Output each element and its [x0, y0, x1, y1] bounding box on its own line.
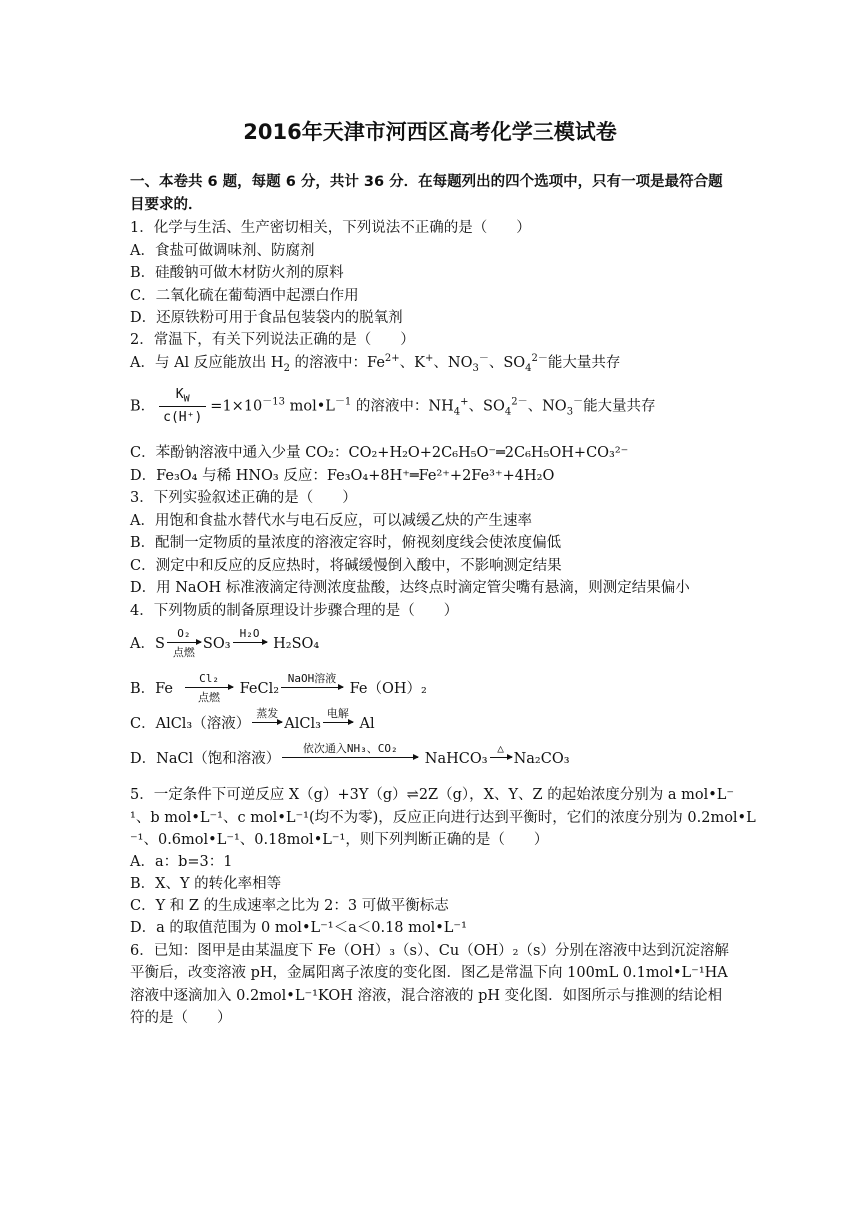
section-heading-line2: 目要求的． [130, 197, 203, 213]
reaction-arrow: Cl₂ 点燃 [185, 672, 233, 706]
q6-stem-line4: 符的是（ ） [130, 1010, 232, 1026]
q5-option-a: A．a：b=3：1 [130, 854, 233, 870]
page-title: 2016年天津市河西区高考化学三模试卷 [243, 120, 617, 144]
q2-stem: 2．常温下，有关下列说法正确的是（ ） [130, 332, 415, 348]
reaction-arrow: NaOH溶液 [281, 672, 343, 706]
q1-option-d: D．还原铁粉可用于食品包装袋内的脱氧剂 [130, 310, 403, 326]
q3-option-b: B．配制一定物质的量浓度的溶液定容时，俯视刻度线会使浓度偏低 [130, 535, 562, 551]
reaction-arrow: △ [490, 742, 512, 776]
q4-option-d: D．NaCl（饱和溶液） 依次通入NH₃、CO₂ NaHCO₃ △ Na₂CO₃ [130, 742, 570, 776]
q2-option-a: A．与 Al 反应能放出 $H_2$ 的溶液中：$Fe^{2+}$、K+、$NO_3^-$、$SO_4^{2-}$能大量共存 [130, 353, 621, 374]
q2-option-d: D．Fe₃O₄ 与稀 HNO₃ 反应：Fe₃O₄+8H⁺═Fe²⁺+2Fe³⁺+4H₂O [130, 468, 555, 484]
q2-option-b: B． $\frac{K_W}{c(H^+)}$ $=1\times 10^{-13}$ $mol•L^{-1}$ 的溶液中：$NH_4^+$、$SO_4^{2-}$、$NO_3^-$能大量共存 [130, 385, 656, 428]
q1-option-a: A．食盐可做调味剂、防腐剂 [130, 243, 315, 259]
reaction-arrow: O₂ 点燃 [167, 627, 201, 661]
q2-option-c: C．苯酚钠溶液中通入少量 CO₂：CO₂+H₂O+2C₆H₅O⁻═2C₆H₅OH+CO₃²⁻ [130, 445, 629, 461]
q5-option-b: B．X、Y 的转化率相等 [130, 876, 282, 892]
reaction-arrow: H₂O [233, 627, 267, 661]
q3-option-c: C．测定中和反应的反应热时，将碱缓慢倒入酸中，不影响测定结果 [130, 558, 562, 574]
reaction-arrow: 蒸发 [252, 707, 282, 741]
q3-option-d: D．用 NaOH 标准液滴定待测浓度盐酸，达终点时滴定管尖嘴有悬滴，则测定结果偏小 [130, 580, 690, 596]
q5-stem-line2: ¹、b mol•L⁻¹、c mol•L⁻¹(均不为零)，反应正向进行达到平衡时，它们的浓度分别为 0.2mol•L [130, 810, 756, 826]
q1-option-c: C．二氧化硫在葡萄酒中起漂白作用 [130, 288, 359, 304]
q4-option-b: B．Fe Cl₂ 点燃 FeCl₂ NaOH溶液 Fe（OH）₂ [130, 672, 427, 704]
kw-fraction: $\frac{K_W}{c(H^+)}$ [159, 385, 206, 428]
reaction-arrow: 依次通入NH₃、CO₂ [282, 742, 418, 776]
q6-stem-line2: 平衡后，改变溶液 pH，金属阳离子浓度的变化图．图乙是常温下向 100mL 0.1mol•L⁻¹HA [130, 965, 728, 981]
q5-stem-line1: 5．一定条件下可逆反应 X（g）+3Y（g）⇌2Z（g），X、Y、Z 的起始浓度分别为 a mol•L⁻ [130, 787, 735, 803]
q4-option-a: A．S O₂ 点燃 SO₃ H₂O H₂SO₄ [130, 627, 320, 659]
q6-stem-line1: 6．已知：图甲是由某温度下 Fe（OH）₃（s）、Cu（OH）₂（s）分别在溶液中达到沉淀溶解 [130, 943, 729, 959]
section-heading-line1: 一、本卷共 6 题，每题 6 分，共计 36 分．在每题列出的四个选项中，只有一项是最符合题 [130, 174, 723, 190]
q5-option-d: D．a 的取值范围为 0 mol•L⁻¹＜a＜0.18 mol•L⁻¹ [130, 920, 467, 936]
reaction-arrow: 电解 [323, 707, 353, 741]
q1-stem: 1．化学与生活、生产密切相关，下列说法不正确的是（ ） [130, 220, 531, 236]
q3-stem: 3．下列实验叙述正确的是（ ） [130, 490, 357, 506]
q5-stem-line3: ⁻¹、0.6mol•L⁻¹、0.18mol•L⁻¹，则下列判断正确的是（ ） [130, 832, 549, 848]
q1-option-b: B．硅酸钠可做木材防火剂的原料 [130, 265, 344, 281]
q6-stem-line3: 溶液中逐滴加入 0.2mol•L⁻¹KOH 溶液，混合溶液的 pH 变化图．如图所示与推测的结论相 [130, 988, 723, 1004]
q5-option-c: C．Y 和 Z 的生成速率之比为 2：3 可做平衡标志 [130, 898, 449, 914]
q4-option-c: C．AlCl₃（溶液） 蒸发 AlCl₃ 电解 Al [130, 707, 375, 741]
q3-option-a: A．用饱和食盐水替代水与电石反应，可以减缓乙炔的产生速率 [130, 513, 532, 529]
q4-stem: 4．下列物质的制备原理设计步骤合理的是（ ） [130, 603, 459, 619]
